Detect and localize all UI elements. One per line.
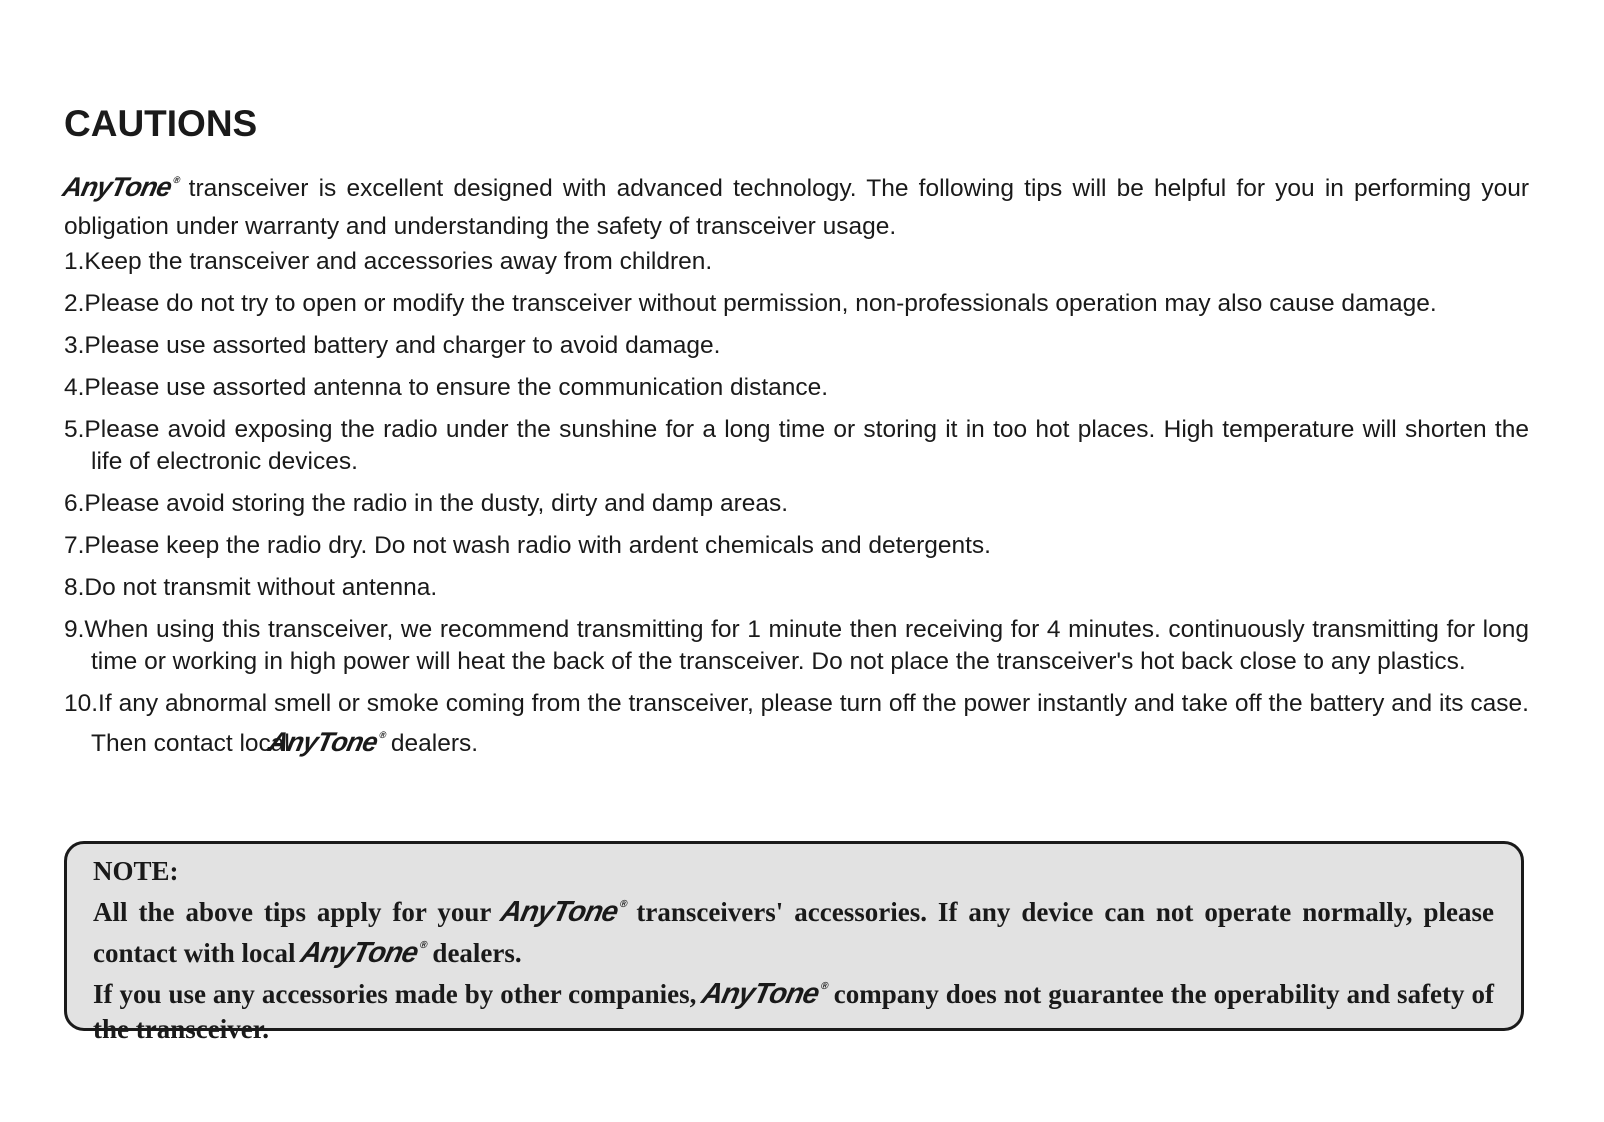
note-label: NOTE: — [93, 856, 179, 886]
caution-item: 3.Please use assorted battery and charger to avoid damage. — [64, 332, 721, 359]
anytone-logo: AnyTone® — [298, 937, 428, 970]
note-paragraph-2: If you use any accessories made by other companies, AnyTone® company does not guarantee the operability and safety of the transceiver. — [93, 970, 1494, 1045]
page-title: CAUTIONS — [64, 103, 258, 144]
anytone-logo: AnyTone® — [60, 172, 181, 203]
anytone-logo: AnyTone® — [265, 727, 387, 758]
caution-item: 6.Please avoid storing the radio in the dusty, dirty and damp areas. — [64, 490, 789, 517]
caution-item: 9.When using this transceiver, we recommend transmitting for 1 minute then receiving for 4 minutes. continuously transmitting for long time or working in high power will heat the back of the transceiver. Do not place the transceiver's hot back close to any plastics. — [64, 616, 1529, 675]
caution-10-text: 10.If any abnormal smell or smoke coming from the transceiver, please turn off the power instantly and take off the battery and its case. Then contact local — [64, 690, 1529, 758]
caution-item: 1.Keep the transceiver and accessories away from children. — [64, 248, 713, 275]
anytone-logo: AnyTone® — [497, 896, 628, 929]
intro-text: transceiver is excellent designed with advanced technology. The following tips will be helpful for you in performing your obligation under warranty and understanding the safety of transceiver usage. — [64, 175, 1529, 241]
caution-item: 4.Please use assorted antenna to ensure the communication distance. — [64, 374, 829, 401]
note-paragraph-1: All the above tips apply for your AnyTone® transceivers' accessories. If any device can not operate normally, please contact with local AnyTone® dealers. — [93, 888, 1494, 970]
caution-item — [64, 688, 1529, 760]
note-box — [64, 841, 1524, 1044]
caution-item: 2.Please do not try to open or modify the transceiver without permission, non-professionals operation may also cause damage. — [64, 290, 1437, 317]
anytone-logo: AnyTone® — [699, 978, 829, 1011]
caution-10-end: dealers. — [384, 730, 479, 758]
caution-item: 8.Do not transmit without antenna. — [64, 574, 438, 601]
cautions-list — [64, 246, 1529, 770]
caution-item: 5.Please avoid exposing the radio under the sunshine for a long time or storing it in too hot places. High temperature will shorten the life of electronic devices. — [64, 416, 1529, 475]
caution-item: 7.Please keep the radio dry. Do not wash radio with ardent chemicals and detergents. — [64, 532, 991, 559]
intro-paragraph — [60, 162, 1529, 246]
